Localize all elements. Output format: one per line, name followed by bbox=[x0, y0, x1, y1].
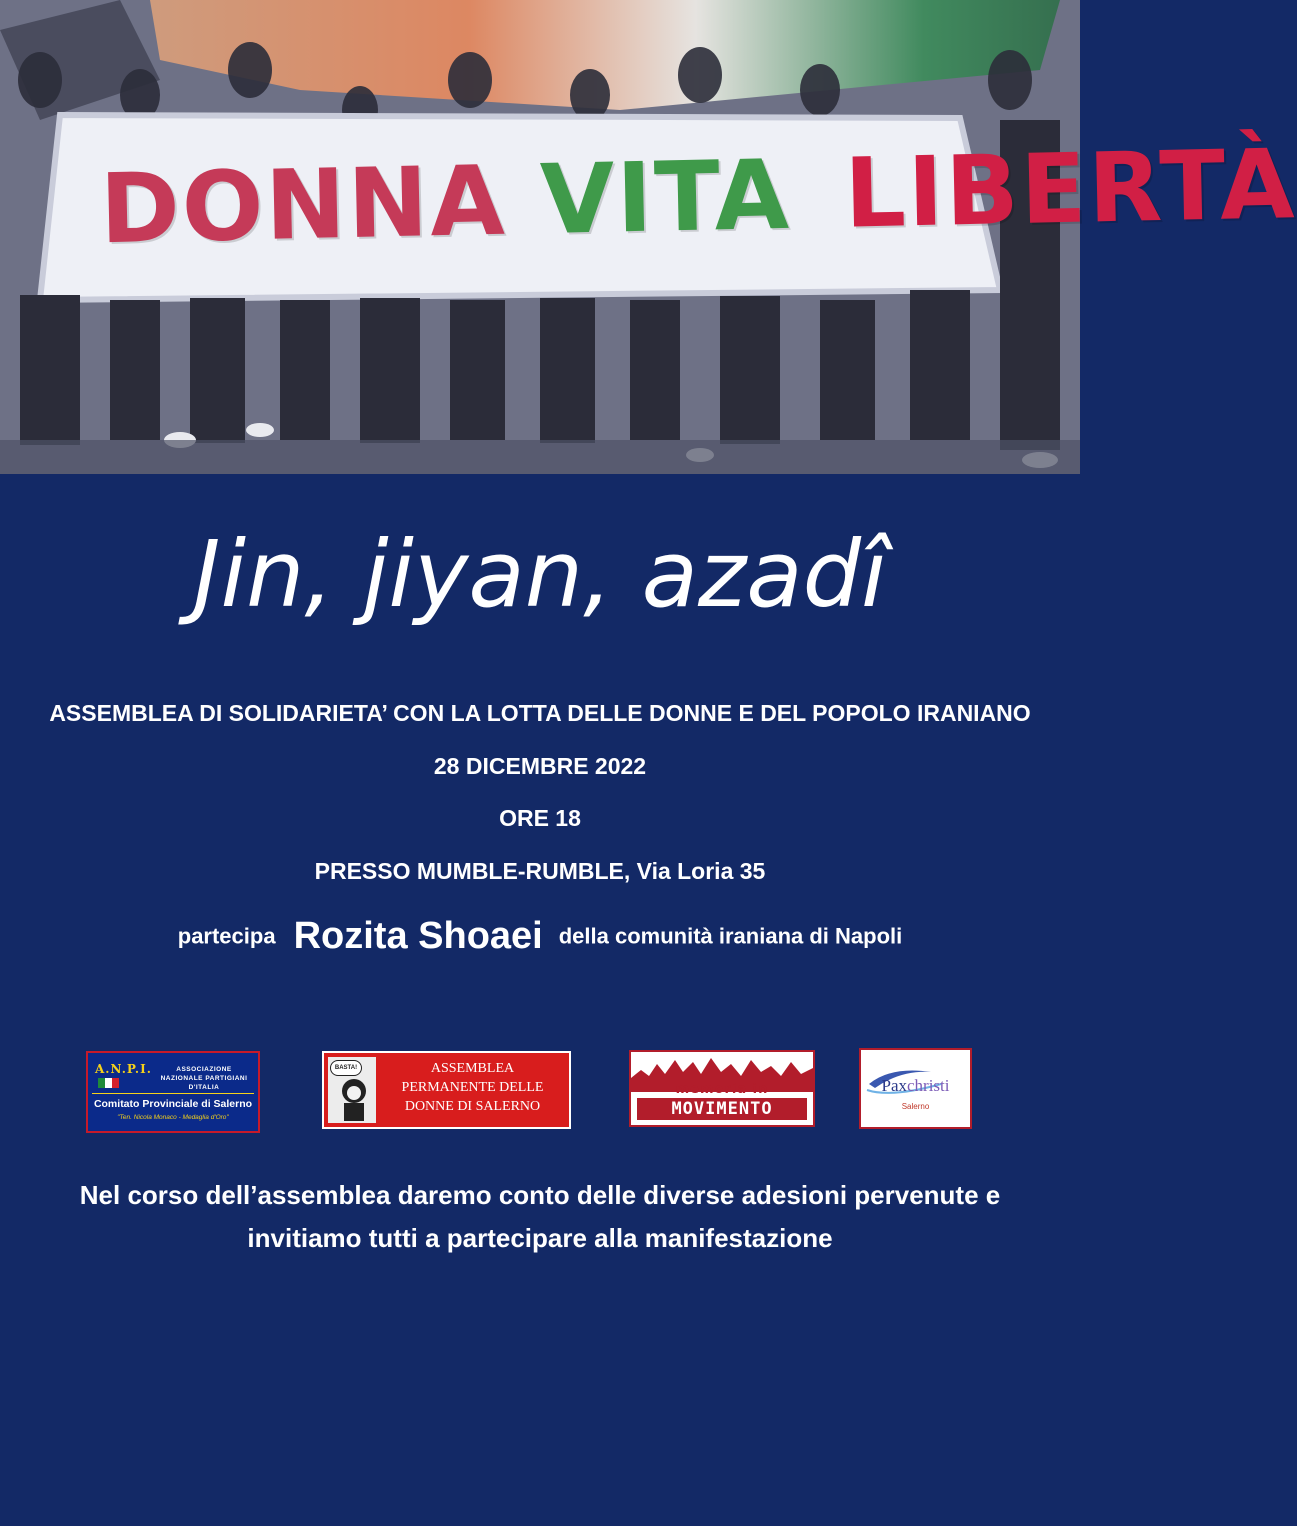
banner-word-vita: VITA bbox=[539, 138, 792, 256]
closing-line1: Nel corso dell’assemblea daremo conto delle diverse adesioni pervenute e bbox=[79, 1180, 1001, 1210]
event-time: ORE 18 bbox=[499, 805, 581, 831]
guest-prefix: partecipa bbox=[177, 923, 276, 949]
anpi-acronym: A.N.P.I. bbox=[95, 1062, 152, 1076]
pax-christi-name bbox=[861, 1076, 970, 1096]
memoria-line1: memoria in bbox=[675, 1082, 769, 1097]
anpi-committee: Comitato Provinciale di Salerno bbox=[93, 1098, 253, 1110]
assemblea-donne-text bbox=[380, 1059, 565, 1116]
assemblea-donne-line3: DONNE DI SALERNO bbox=[404, 1099, 541, 1114]
memoria-line2: MOVIMENTO bbox=[637, 1098, 807, 1120]
pax-name-b: christi bbox=[907, 1076, 950, 1095]
closing-line2: invitiamo tutti a partecipare alla manifestazione bbox=[247, 1223, 833, 1253]
slogan-title: Jin, jiyan, azadî bbox=[193, 521, 887, 628]
closing-text bbox=[0, 1174, 1080, 1260]
assemblea-donne-line1: ASSEMBLEA bbox=[430, 1061, 515, 1076]
guest-name: Rozita Shoaei bbox=[293, 915, 543, 957]
banner-word-donna: DONNA bbox=[98, 144, 508, 266]
pax-christi-logo bbox=[859, 1048, 972, 1129]
memoria-in-movimento-logo bbox=[629, 1050, 815, 1127]
pax-christi-city: Salerno bbox=[901, 1102, 930, 1111]
anpi-emblem bbox=[95, 1062, 152, 1088]
guest-line bbox=[0, 915, 1080, 958]
italian-flag-icon bbox=[98, 1077, 120, 1087]
cartoon-figure-icon bbox=[328, 1057, 376, 1123]
anpi-dedication: "Ten. Nicola Monaco - Medaglia d'Oro" bbox=[117, 1114, 229, 1121]
anpi-divider bbox=[92, 1093, 254, 1094]
assemblea-donne-line2: PERMANENTE DELLE bbox=[401, 1080, 544, 1095]
pax-name-a: Pax bbox=[881, 1076, 907, 1095]
banner-slogan bbox=[98, 128, 1297, 269]
guest-suffix: della comunità iraniana di Napoli bbox=[558, 923, 903, 949]
speech-bubble: BASTA! bbox=[330, 1060, 362, 1076]
anpi-association: ASSOCIAZIONE NAZIONALE PARTIGIANI D'ITALIA bbox=[160, 1066, 248, 1091]
anpi-logo bbox=[86, 1051, 260, 1133]
banner-word-liberta: LIBERTÀ bbox=[843, 128, 1297, 250]
event-location: PRESSO MUMBLE-RUMBLE, Via Loria 35 bbox=[314, 858, 766, 884]
assemblea-donne-logo bbox=[322, 1051, 571, 1129]
anpi-header bbox=[92, 1059, 254, 1089]
event-date: 28 DICEMBRE 2022 bbox=[433, 753, 647, 779]
hero-photo bbox=[0, 0, 1297, 474]
event-title: ASSEMBLEA DI SOLIDARIETA’ CON LA LOTTA DELLE DONNE E DEL POPOLO IRANIANO bbox=[49, 700, 1031, 726]
